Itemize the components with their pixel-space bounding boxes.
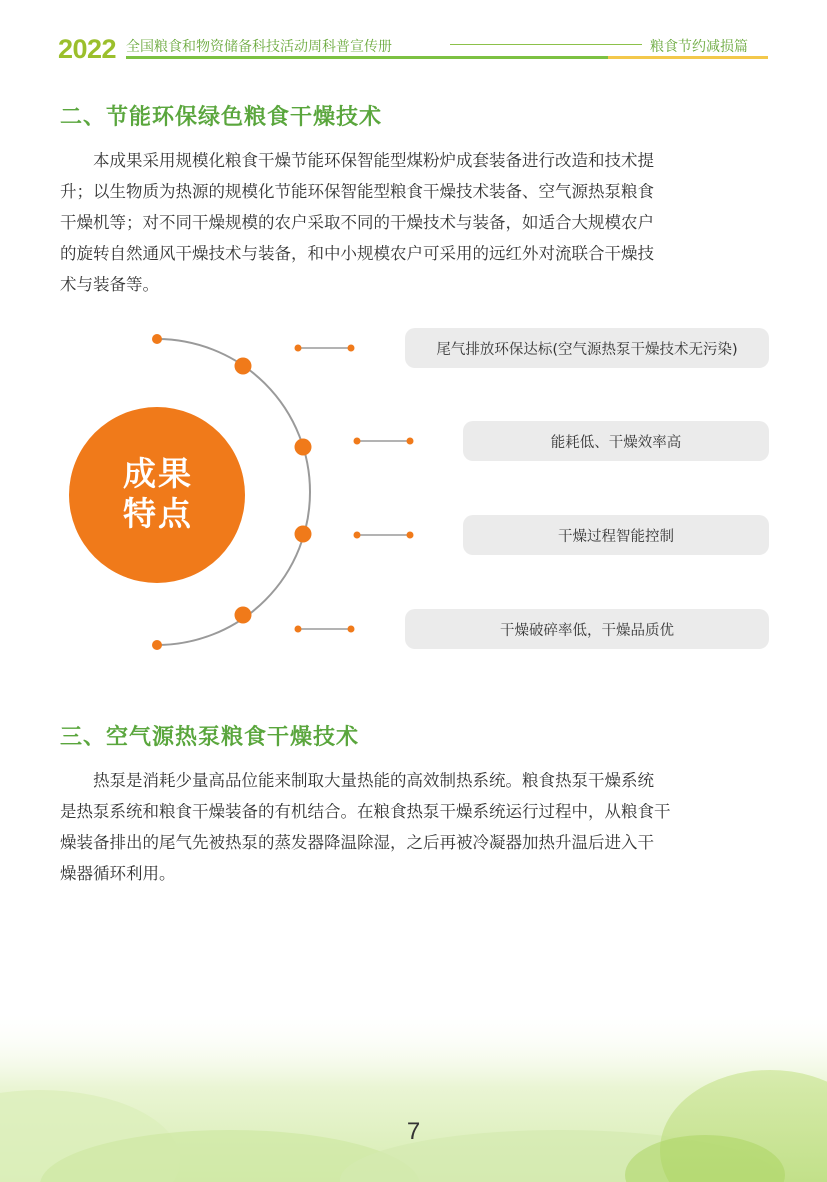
page-number: 7 xyxy=(406,1118,421,1145)
header-bar-green xyxy=(126,56,608,59)
paragraph-line: 燥器循环利用。 xyxy=(60,864,176,883)
header-divider xyxy=(450,44,642,45)
paragraph-line: 的旋转自然通风干燥技术与装备，和中小规模农户可采用的远红外对流联合干燥技 xyxy=(60,244,654,263)
header-bar-yellow xyxy=(608,56,768,59)
section-heading-2: 二、节能环保绿色粮食干燥技术 xyxy=(60,105,383,130)
header-title: 全国粮食和物资储备科技活动周科普宣传册 xyxy=(126,39,392,55)
connector-dot xyxy=(354,438,361,445)
paragraph-line: 热泵是消耗少量高品位能来制取大量热能的高效制热系统。粮食热泵干燥系统 xyxy=(93,771,654,790)
section-2-paragraph xyxy=(60,145,770,300)
paragraph-line: 升；以生物质为热源的规模化节能环保智能型粮食干燥技术装备、空气源热泵粮食 xyxy=(60,182,654,201)
feature-pill: 能耗低、干燥效率高 xyxy=(463,421,769,461)
feature-pill: 尾气排放环保达标(空气源热泵干燥技术无污染) xyxy=(405,328,769,368)
paragraph-line: 本成果采用规模化粮食干燥节能环保智能型煤粉炉成套装备进行改造和技术提 xyxy=(93,151,654,170)
feature-pill: 干燥破碎率低，干燥品质优 xyxy=(405,609,769,649)
arc-node-dot xyxy=(235,358,252,375)
arc-node-dot xyxy=(235,607,252,624)
paragraph-line: 是热泵系统和粮食干燥装备的有机结合。在粮食热泵干燥系统运行过程中，从粮食干 xyxy=(60,802,671,821)
center-label xyxy=(70,411,246,577)
connector-dot xyxy=(295,626,302,633)
arc-end-dot xyxy=(152,640,162,650)
center-label-line: 成果 xyxy=(123,454,193,493)
paragraph-line: 燥装备排出的尾气先被热泵的蒸发器降温除湿，之后再被冷凝器加热升温后进入干 xyxy=(60,833,654,852)
arc-node-dot xyxy=(295,439,312,456)
paragraph-line: 干燥机等；对不同干燥规模的农户采取不同的干燥技术与装备，如适合大规模农户 xyxy=(60,213,654,232)
connector-dot xyxy=(407,532,414,539)
connector-dot xyxy=(295,345,302,352)
connector-dot xyxy=(348,345,355,352)
section-3-paragraph xyxy=(60,765,770,889)
connector-dot xyxy=(348,626,355,633)
paragraph-line: 术与装备等。 xyxy=(60,275,159,294)
header-section: 粮食节约减损篇 xyxy=(650,39,748,55)
arc-end-dot xyxy=(152,334,162,344)
feature-pill: 干燥过程智能控制 xyxy=(463,515,769,555)
page-header xyxy=(58,30,770,62)
header-year: 2022 xyxy=(58,34,117,64)
center-label-line: 特点 xyxy=(123,494,193,533)
arc-node-dot xyxy=(295,526,312,543)
section-heading-3: 三、空气源热泵粮食干燥技术 xyxy=(60,725,360,750)
footer-background xyxy=(0,1010,827,1182)
connector-dot xyxy=(407,438,414,445)
connector-dot xyxy=(354,532,361,539)
